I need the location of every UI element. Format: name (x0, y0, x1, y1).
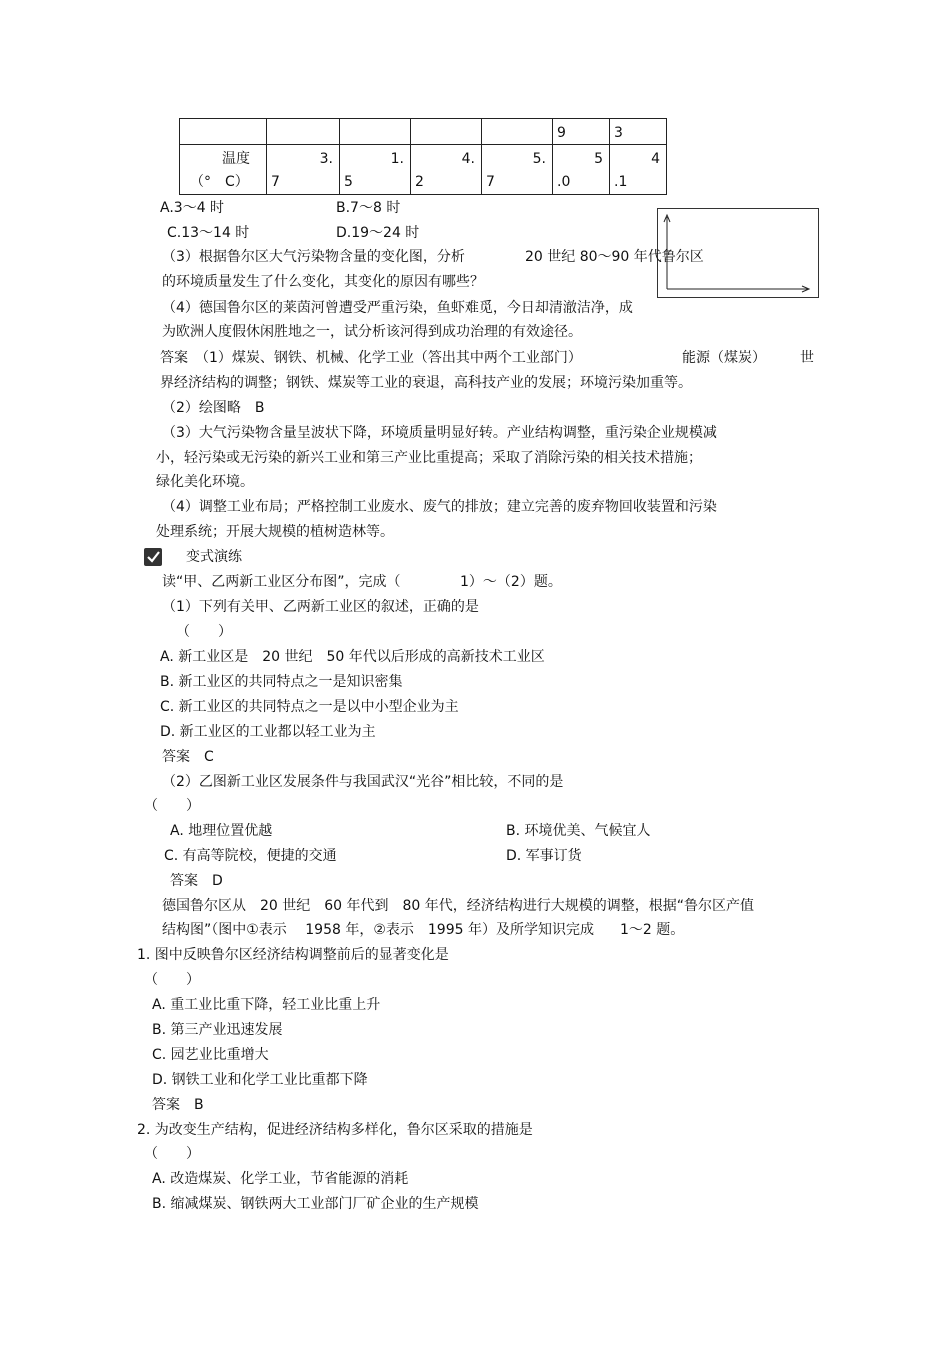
variant-q1-a: A. 新工业区是 20 世纪 50 年代以后形成的高新技术工业区 (160, 649, 545, 665)
answer-3-line2: 小，轻污染或无污染的新兴工业和第三产业比重提高；采取了消除污染的相关技术措施； (156, 450, 702, 466)
question-3-line1b: 20 世纪 80～90 年代鲁尔区 (525, 249, 704, 265)
ruhr-q1-a: A. 重工业比重下降，轻工业比重上升 (152, 997, 381, 1013)
ruhr-q2-paren: （ ） (144, 1146, 200, 1162)
table-cell (180, 119, 267, 145)
ruhr-q1-b: B. 第三产业迅速发展 (152, 1022, 283, 1038)
answer-2: （2）绘图略 B (162, 400, 265, 416)
temperature-table (179, 118, 667, 195)
ruhr-q1-d: D. 钢铁工业和化学工业比重都下降 (152, 1072, 368, 1088)
variant-q1: （1）下列有关甲、乙两新工业区的叙述，正确的是 (162, 599, 479, 615)
table-cell (267, 119, 340, 145)
variant-q2-b: B. 环境优美、气候宜人 (506, 823, 651, 839)
answer-1-left: 答案 （1）煤炭、钢铁、机械、化学工业（答出其中两个工业部门） (160, 350, 582, 366)
ruhr-q1-c: C. 园艺业比重增大 (152, 1047, 269, 1063)
ruhr-q1: 1. 图中反映鲁尔区经济结构调整前后的显著变化是 (137, 947, 449, 963)
ruhr-q2-b: B. 缩减煤炭、钢铁两大工业部门厂矿企业的生产规模 (152, 1196, 479, 1212)
table-cell (482, 119, 553, 145)
table-cell: 3 (610, 119, 667, 145)
table-cell: 4. 2 (411, 145, 482, 195)
ruhr-q2: 2. 为改变生产结构，促进经济结构多样化，鲁尔区采取的措施是 (137, 1122, 533, 1138)
answer-4-line1: （4）调整工业布局；严格控制工业废水、废气的排放；建立完善的废弃物回收装置和污染 (162, 499, 717, 515)
table-cell (411, 119, 482, 145)
checkbox-icon (144, 548, 162, 566)
table-cell (340, 119, 411, 145)
ruhr-intro-line2b: 1～2 题。 (620, 922, 685, 938)
question-3-line1a: （3）根据鲁尔区大气污染物含量的变化图，分析 (162, 249, 465, 265)
answer-3-line3: 绿化美化环境。 (156, 474, 254, 490)
answer-1-right: 世 (800, 350, 814, 366)
variant-q1-b: B. 新工业区的共同特点之一是知识密集 (160, 674, 403, 690)
table-row (180, 145, 667, 195)
question-4-line1: （4）德国鲁尔区的莱茵河曾遭受严重污染，鱼虾难觅，今日却清澈洁净，成 (162, 300, 633, 316)
variant-q1-paren: （ ） (176, 624, 232, 640)
question-4-line2: 为欧洲人度假休闲胜地之一，试分析该河得到成功治理的有效途径。 (162, 324, 582, 340)
variant-q1-c: C. 新工业区的共同特点之一是以中小型企业为主 (160, 699, 459, 715)
ruhr-q2-a: A. 改造煤炭、化学工业，节省能源的消耗 (152, 1171, 409, 1187)
ruhr-intro-line2a: 结构图”（图中①表示 1958 年，②表示 1995 年）及所学知识完成 (162, 922, 594, 938)
variant-q2-paren: （ ） (144, 798, 200, 814)
table-cell: 3. 7 (267, 145, 340, 195)
answer-1-mid: 能源（煤炭） (682, 350, 766, 366)
ruhr-q1-paren: （ ） (144, 972, 200, 988)
option-a: A.3～4 时 (160, 200, 225, 216)
variant-heading: 变式演练 (186, 549, 242, 565)
answer-1-line2: 界经济结构的调整；钢铁、煤炭等工业的衰退，高科技产业的发展；环境污染加重等。 (160, 375, 692, 391)
option-d: D.19～24 时 (336, 225, 420, 241)
variant-q1-d: D. 新工业区的工业都以轻工业为主 (160, 724, 376, 740)
variant-q2-answer: 答案 D (170, 873, 223, 889)
option-b: B.7～8 时 (336, 200, 401, 216)
variant-q2: （2）乙图新工业区发展条件与我国武汉“光谷”相比较，不同的是 (162, 774, 564, 790)
question-3-line2: 的环境质量发生了什么变化，其变化的原因有哪些？ (162, 274, 484, 290)
table-cell: 9 (553, 119, 610, 145)
table-cell: 5 .0 (553, 145, 610, 195)
variant-intro-a: 读“甲、乙两新工业区分布图”，完成（ (162, 574, 401, 590)
table-cell-label: 温度 （° C） (180, 145, 267, 195)
table-row (180, 119, 667, 145)
ruhr-q1-answer: 答案 B (152, 1097, 204, 1113)
table-cell: 1. 5 (340, 145, 411, 195)
variant-q2-d: D. 军事订货 (506, 848, 582, 864)
table-cell: 5. 7 (482, 145, 553, 195)
table-cell: 4 .1 (610, 145, 667, 195)
variant-q1-answer: 答案 C (162, 749, 214, 765)
answer-3-line1: （3）大气污染物含量呈波状下降，环境质量明显好转。产业结构调整，重污染企业规模减 (162, 425, 717, 441)
variant-intro-b: 1）～（2）题。 (460, 574, 562, 590)
answer-4-line2: 处理系统；开展大规模的植树造林等。 (156, 524, 394, 540)
option-c: C.13～14 时 (167, 225, 250, 241)
variant-q2-c: C. 有高等院校，便捷的交通 (164, 848, 337, 864)
variant-q2-a: A. 地理位置优越 (170, 823, 273, 839)
ruhr-intro-line1: 德国鲁尔区从 20 世纪 60 年代到 80 年代，经济结构进行大规模的调整，根据“鲁尔区产值 (162, 898, 755, 914)
